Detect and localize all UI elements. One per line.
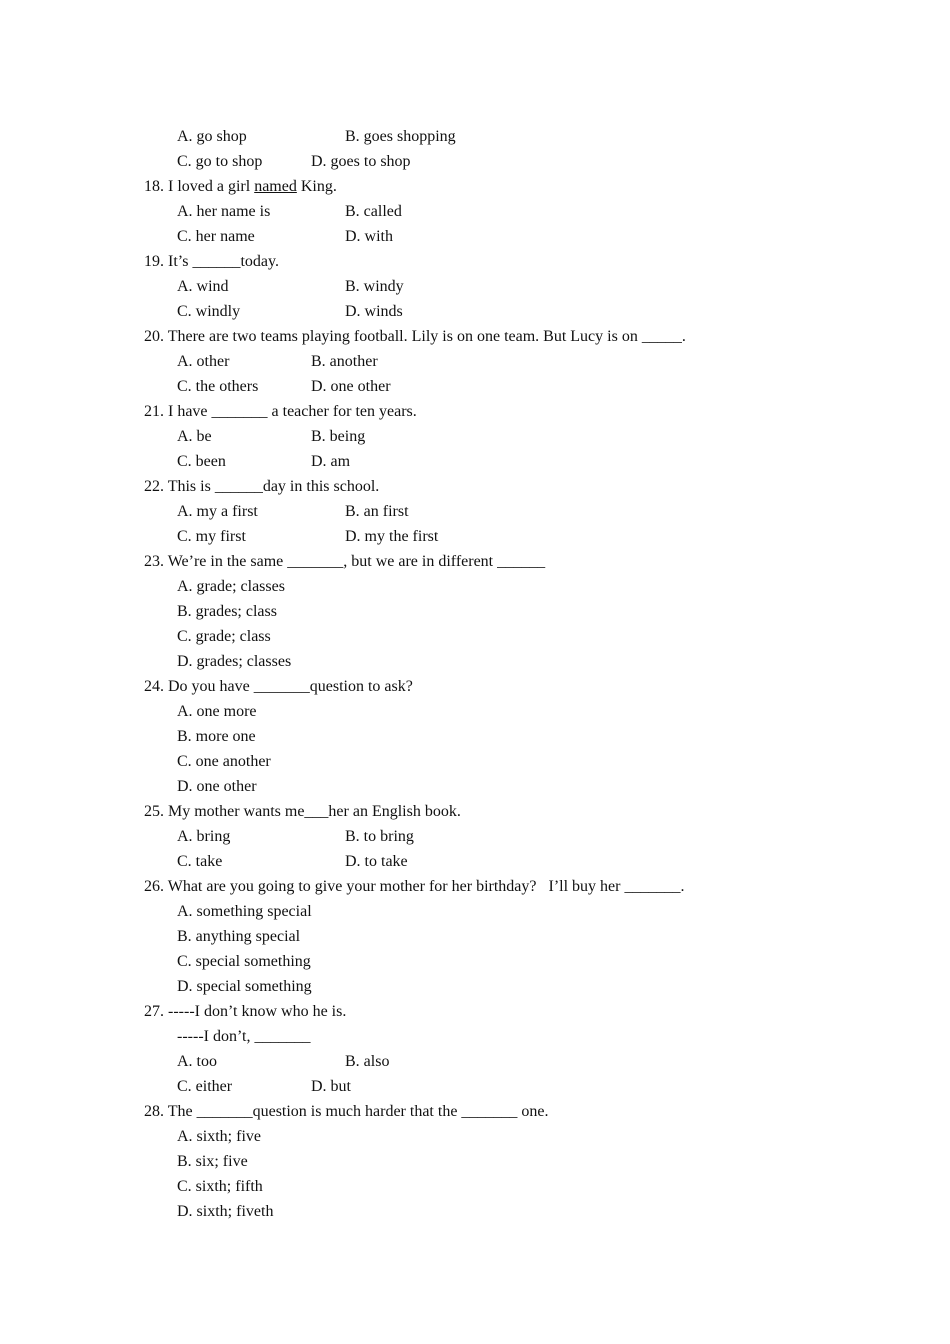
q22-option-a: A. my a first xyxy=(177,503,258,520)
q23-question: 23. We’re in the same _______, but we are in different ______ xyxy=(144,553,546,570)
q21-option-c: C. been xyxy=(177,453,226,470)
q22-option-d: D. my the first xyxy=(345,528,439,545)
q23-option-d: D. grades; classes xyxy=(177,653,292,670)
q21-option-b: B. being xyxy=(311,428,366,445)
q19-question: 19. It’s ______today. xyxy=(144,253,279,270)
q17-option-a: A. go shop xyxy=(177,128,247,145)
q27-option-c: C. either xyxy=(177,1078,233,1095)
q19-option-c: C. windly xyxy=(177,303,241,320)
q25-option-a: A. bring xyxy=(177,828,231,845)
q20-question: 20. There are two teams playing football. Lily is on one team. But Lucy is on _____. xyxy=(144,328,686,345)
q17-option-d: D. goes to shop xyxy=(311,153,411,170)
q25-option-d: D. to take xyxy=(345,853,408,870)
q27-option-b: B. also xyxy=(345,1053,390,1070)
q27-question: 27. -----I don’t know who he is. xyxy=(144,1003,347,1020)
q26-option-c: C. special something xyxy=(177,953,311,970)
q17-option-b: B. goes shopping xyxy=(345,128,456,145)
q24-option-a: A. one more xyxy=(177,703,257,720)
q26-option-a: A. something special xyxy=(177,903,312,920)
q26-option-d: D. special something xyxy=(177,978,312,995)
q24-option-d: D. one other xyxy=(177,778,257,795)
q20-option-d: D. one other xyxy=(311,378,391,395)
q24-option-c: C. one another xyxy=(177,753,271,770)
q21-question: 21. I have _______ a teacher for ten years. xyxy=(144,403,417,420)
q28-option-b: B. six; five xyxy=(177,1153,248,1170)
q27-option-d: D. but xyxy=(311,1078,351,1095)
q27-option-a: A. too xyxy=(177,1053,217,1070)
q23-option-c: C. grade; class xyxy=(177,628,271,645)
q28-option-d: D. sixth; fiveth xyxy=(177,1203,274,1220)
q24-question: 24. Do you have _______question to ask? xyxy=(144,678,413,695)
q18-option-c: C. her name xyxy=(177,228,255,245)
q20-option-a: A. other xyxy=(177,353,230,370)
q19-option-d: D. winds xyxy=(345,303,403,320)
q18-option-b: B. called xyxy=(345,203,402,220)
q28-question: 28. The _______question is much harder that the _______ one. xyxy=(144,1103,549,1120)
q20-option-c: C. the others xyxy=(177,378,259,395)
q17-option-c: C. go to shop xyxy=(177,153,263,170)
q21-option-d: D. am xyxy=(311,453,351,470)
q28-option-c: C. sixth; fifth xyxy=(177,1178,263,1195)
q22-option-b: B. an first xyxy=(345,503,409,520)
q28-option-a: A. sixth; five xyxy=(177,1128,261,1145)
q25-option-b: B. to bring xyxy=(345,828,414,845)
q22-option-c: C. my first xyxy=(177,528,246,545)
q24-option-b: B. more one xyxy=(177,728,256,745)
q26-question: 26. What are you going to give your mother for her birthday? I’ll buy her _______. xyxy=(144,878,685,895)
q18-question xyxy=(144,177,337,197)
q18-question-pre: 18. I loved a girl xyxy=(144,178,255,195)
q18-option-a: A. her name is xyxy=(177,203,271,220)
q21-option-a: A. be xyxy=(177,428,212,445)
q19-option-a: A. wind xyxy=(177,278,229,295)
q25-question: 25. My mother wants me___her an English book. xyxy=(144,803,461,820)
q18-question-post: King. xyxy=(296,178,337,195)
q26-option-b: B. anything special xyxy=(177,928,301,945)
q22-question: 22. This is ______day in this school. xyxy=(144,478,380,495)
q27-reply: -----I don’t, _______ xyxy=(177,1028,311,1045)
q19-option-b: B. windy xyxy=(345,278,404,295)
q20-option-b: B. another xyxy=(311,353,378,370)
q25-option-c: C. take xyxy=(177,853,223,870)
q23-option-b: B. grades; class xyxy=(177,603,277,620)
q18-option-d: D. with xyxy=(345,228,393,245)
q23-option-a: A. grade; classes xyxy=(177,578,285,595)
q18-underlined-word: named xyxy=(254,178,297,195)
